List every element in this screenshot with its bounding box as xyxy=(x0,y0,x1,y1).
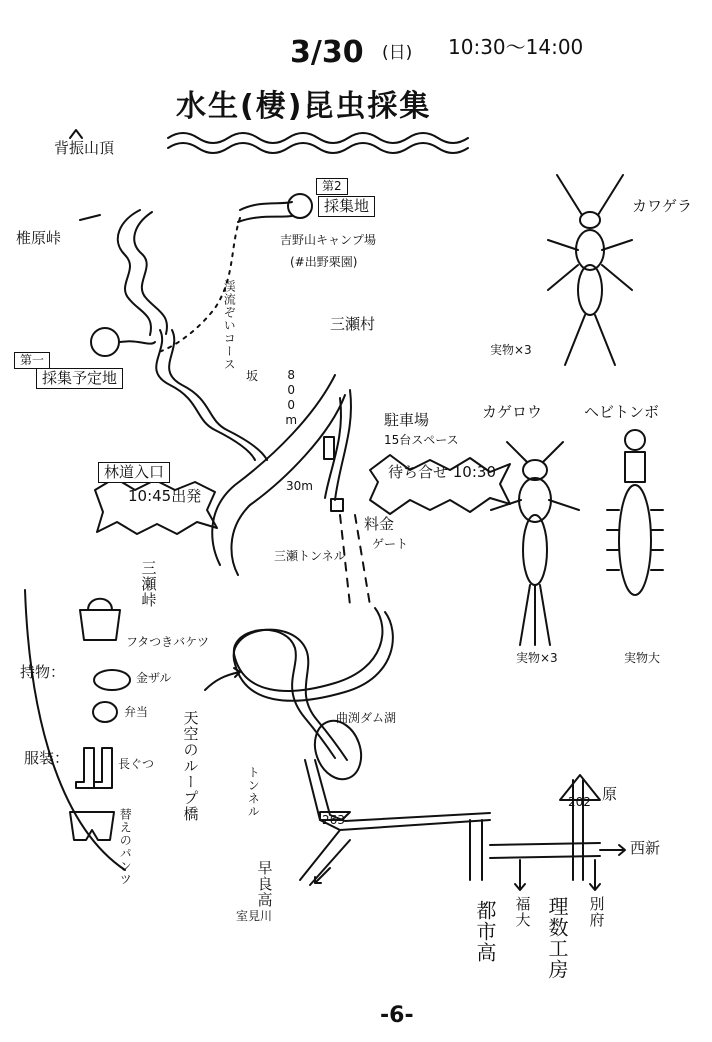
sieve-drawing xyxy=(94,670,130,690)
sawara-high-label: 早良高 xyxy=(255,860,274,908)
tunnel-label: トンネル xyxy=(246,766,261,818)
event-day: (日) xyxy=(382,43,413,63)
distance-30-label: 30m xyxy=(286,479,313,493)
site2-name: 採集地 xyxy=(318,196,375,217)
site1-number: 第一 xyxy=(14,352,50,369)
bento-drawing xyxy=(93,702,117,722)
peak-mark xyxy=(70,130,82,138)
item-bucket-label: フタつきバケツ xyxy=(126,635,210,649)
insect-scale-mayfly: 実物×3 xyxy=(516,651,558,665)
item-pants-label: 替えのパンツ xyxy=(118,808,133,886)
clothing-heading: 服装： xyxy=(24,749,70,767)
route-202-label: 202 xyxy=(568,795,591,809)
event-date: 3/30 xyxy=(290,35,364,70)
beppu-label: 別府 xyxy=(587,896,606,928)
loop-bridge-label: 天空のループ橋 xyxy=(181,710,200,822)
stonefly-drawing xyxy=(548,175,632,365)
stream-to-site2 xyxy=(240,202,292,210)
insect-name-dobsonfly: ヘビトンボ xyxy=(584,403,660,421)
village-label: 三瀬村 xyxy=(330,315,376,333)
insect-scale-dobsonfly: 実物大 xyxy=(624,651,661,665)
item-boots-label: 長ぐつ xyxy=(118,757,155,771)
arrow-beppu xyxy=(590,860,600,890)
event-time: 10:30～14:00 xyxy=(448,35,584,59)
trail-label: 渓流ぞいコース xyxy=(222,280,237,371)
insect-name-stonefly: カワゲラ xyxy=(632,197,693,215)
fukudai-label: 福大 xyxy=(513,896,532,928)
mayfly-drawing xyxy=(491,442,579,645)
item-sieve-label: 金ザル xyxy=(136,671,172,685)
depart-label: 10:45出発 xyxy=(128,487,202,505)
dobsonfly-drawing xyxy=(607,430,663,595)
parking-marker xyxy=(324,437,334,459)
arrow-fukudai xyxy=(515,860,525,890)
insect-scale-stonefly: 実物×3 xyxy=(490,343,532,357)
river-mid xyxy=(156,330,255,460)
forest-road-label: 林道入口 xyxy=(98,462,170,483)
shiibaru-pass-label: 椎原峠 xyxy=(16,229,62,247)
page-number: -6- xyxy=(380,1003,414,1028)
loop-pointer xyxy=(205,668,240,690)
title-wave-line xyxy=(168,133,468,143)
bucket-drawing xyxy=(80,599,120,640)
parking-spaces-label: 15台スペース xyxy=(384,433,459,447)
hara-label: 原 xyxy=(602,785,618,803)
items-heading: 持物： xyxy=(20,663,66,681)
nishijin-label: 西新 xyxy=(630,839,661,857)
insect-name-mayfly: カゲロウ xyxy=(482,403,543,421)
stream-upper-2 xyxy=(134,212,167,334)
route-263-label: 263 xyxy=(322,813,345,827)
page-title: 水生(棲)昆虫採集 xyxy=(176,89,432,124)
items-bracket xyxy=(25,590,125,870)
yoshino-sub-label: (#出野栗園) xyxy=(290,255,358,269)
main-road-left xyxy=(212,375,335,565)
site1-name: 採集予定地 xyxy=(36,368,123,389)
distance-800-label: 800m xyxy=(284,368,299,428)
mitsuse-tunnel-label: 三瀬トンネル xyxy=(274,549,346,563)
riken-label: 理数工房 xyxy=(545,896,569,980)
item-bento-label: 弁当 xyxy=(124,705,149,719)
boots-drawing xyxy=(76,748,112,788)
title-wave-line-2 xyxy=(168,143,468,153)
toll-gate-label-1: 料金 xyxy=(364,515,395,533)
site2-number: 第2 xyxy=(316,178,348,195)
meetup-label: 待ち合せ 10:30 xyxy=(388,463,496,481)
toll-gate-marker xyxy=(331,499,343,511)
toll-gate-label-2: ゲート xyxy=(372,537,409,551)
stream-to-site2-b xyxy=(238,216,292,222)
lake-label: 曲渕ダム湖 xyxy=(336,711,397,725)
arrow-nishijin xyxy=(600,845,625,855)
yoshino-camp-label: 吉野山キャンプ場 xyxy=(280,233,377,247)
site2-marker xyxy=(288,194,312,218)
mt-sebuli-label: 背振山頂 xyxy=(54,139,115,157)
stream-upper xyxy=(80,210,151,335)
muromi-river-label: 室見川 xyxy=(236,909,273,923)
slope-label: 坂 xyxy=(246,369,259,383)
mitsuse-pass-label: 三瀬峠 xyxy=(139,560,158,608)
parking-label: 駐車場 xyxy=(384,411,430,429)
site1-marker xyxy=(91,328,119,356)
toshi-high-label: 都市高 xyxy=(473,900,497,963)
site1-line xyxy=(120,341,155,343)
